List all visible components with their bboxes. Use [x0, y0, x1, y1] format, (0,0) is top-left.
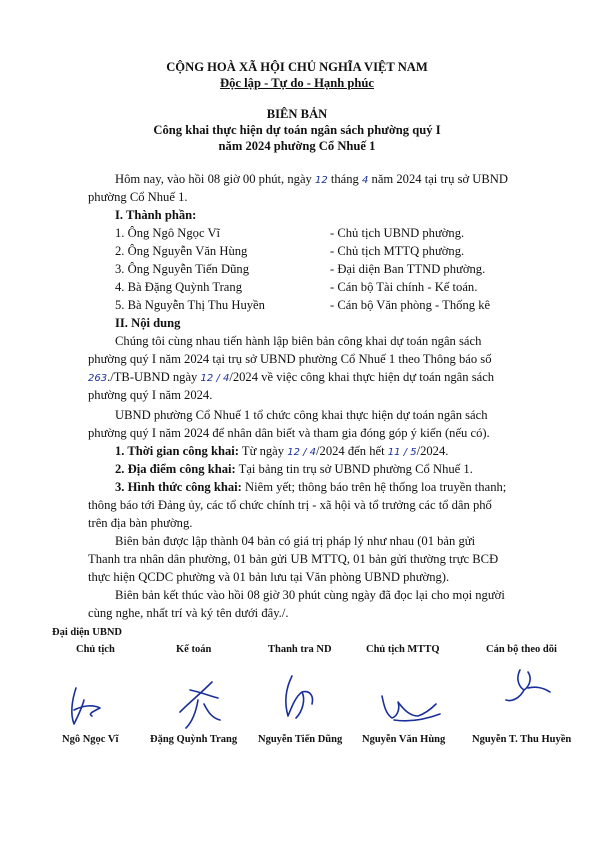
- signer-name: Đặng Quỳnh Trang: [150, 734, 238, 745]
- signature-chu-tich: [62, 680, 132, 730]
- signature-thanh-tra: [268, 670, 328, 730]
- member-name: 2. Ông Nguyễn Văn Hùng: [115, 244, 248, 258]
- signature-mttq: [374, 676, 454, 732]
- form-line1: [115, 478, 506, 496]
- p3-line2: Thanh tra nhân dân phường, 01 bản gửi UB MTTQ, 01 bản gửi thường trực BCĐ: [88, 552, 499, 566]
- place-text: Tại bảng tin trụ sở UBND phường Cổ Nhuế 1.: [238, 462, 473, 476]
- p4-line2: cùng nghe, nhất trí và ký tên dưới đây./.: [88, 606, 289, 620]
- opening-part2: tháng: [330, 172, 359, 186]
- motto-text: Độc lập - Tự do - Hạnh phúc: [220, 76, 374, 90]
- time-label: 1. Thời gian công khai:: [115, 444, 239, 458]
- p3-line1: Biên bản được lập thành 04 bản có giá trị pháp lý như nhau (01 bản gửi: [115, 534, 476, 548]
- time-from: 12 / 4: [287, 447, 317, 458]
- member-name: 3. Ông Nguyễn Tiến Dũng: [115, 262, 249, 276]
- opening-line2: phường Cổ Nhuế 1.: [88, 190, 188, 204]
- member-role: - Cán bộ Văn phòng - Thống kê: [330, 298, 491, 312]
- form-label: 3. Hình thức công khai:: [115, 480, 242, 494]
- doc-title-line2: năm 2024 phường Cổ Nhuế 1: [218, 139, 376, 153]
- signature-can-bo: [500, 664, 560, 708]
- place-line: [115, 460, 473, 478]
- signature-ke-toan: [160, 672, 240, 732]
- member-role: - Cán bộ Tài chính - Kế toán.: [330, 280, 478, 294]
- time-line: [115, 442, 448, 462]
- time-a: Từ ngày: [241, 444, 285, 458]
- p1-l3b: /2024 về việc công khai thực hiện dự toán ngân sách: [229, 370, 495, 384]
- opening-part1: Hôm nay, vào hồi 08 giờ 00 phút, ngày: [115, 172, 312, 186]
- member-role: - Chủ tịch UBND phường.: [330, 226, 465, 240]
- opening-month: 4: [362, 175, 369, 186]
- opening-line1: [115, 170, 508, 190]
- member-role: - Chủ tịch MTTQ phường.: [330, 244, 465, 258]
- p4-line1: Biên bản kết thúc vào hồi 08 giờ 30 phút cùng ngày đã đọc lại cho mọi người: [115, 588, 505, 602]
- form-line3: trên địa bàn phường.: [88, 516, 193, 530]
- doc-title-line1: Công khai thực hiện dự toán ngân sách phường quý I: [153, 123, 441, 137]
- motto: [0, 76, 594, 91]
- form-l1: Niêm yết; thông báo trên hệ thống loa truyền thanh;: [245, 480, 507, 494]
- opening-day: 12: [314, 175, 328, 186]
- p2-line1: UBND phường Cổ Nhuế 1 tổ chức công khai thực hiện dự toán ngân sách: [115, 408, 488, 422]
- member-name: 1. Ông Ngô Ngọc Vĩ: [115, 226, 221, 240]
- notice-date: 12 / 4: [200, 373, 230, 384]
- signer-name: Nguyễn Tiến Dũng: [258, 734, 343, 745]
- p2-line2: phường quý I năm 2024 để nhân dân biết và tham gia đóng góp ý kiến (nếu có).: [88, 426, 490, 440]
- time-to: 11 / 5: [387, 447, 417, 458]
- section2-heading: II. Nội dung: [115, 316, 181, 330]
- p1-line1: Chúng tôi cùng nhau tiến hành lập biên bản công khai dự toán ngân sách: [115, 334, 482, 348]
- opening-part3: năm 2024 tại trụ sở UBND: [371, 172, 508, 186]
- signer-title: Chủ tịch: [76, 644, 115, 655]
- member-name: 5. Bà Nguyễn Thị Thu Huyền: [115, 298, 265, 312]
- time-b: /2024 đến hết: [316, 444, 385, 458]
- section1-heading: I. Thành phần:: [115, 208, 197, 222]
- ubnd-representative: Đại diện UBND: [52, 627, 123, 638]
- member-role: - Đại diện Ban TTND phường.: [330, 262, 486, 276]
- p1-line2: phường quý I năm 2024 tại trụ sở UBND phường Cổ Nhuế 1 theo Thông báo số: [88, 352, 492, 366]
- nation-heading: CỘNG HOÀ XÃ HỘI CHỦ NGHĨA VIỆT NAM: [166, 60, 428, 74]
- p1-l3a: ./TB-UBND ngày: [107, 370, 198, 384]
- p3-line3: thực hiện QCDC phường và 01 bản lưu tại Văn phòng UBND phường).: [88, 570, 450, 584]
- place-label: 2. Địa điểm công khai:: [115, 462, 236, 476]
- signer-title: Kế toán: [176, 644, 212, 655]
- signer-name: Ngô Ngọc Vĩ: [62, 734, 119, 745]
- signer-title: Cán bộ theo dõi: [486, 644, 557, 655]
- signer-name: Nguyễn Văn Hùng: [362, 734, 446, 745]
- form-line2: thông báo tới Đảng ủy, các tổ chức chính trị - xã hội và tổ trưởng các tổ dân phố: [88, 498, 492, 512]
- signer-title: Thanh tra ND: [268, 644, 332, 655]
- doc-type: BIÊN BẢN: [266, 107, 328, 121]
- signer-title: Chủ tịch MTTQ: [366, 644, 440, 655]
- notice-number: 263: [88, 373, 108, 384]
- time-c: /2024.: [416, 444, 449, 458]
- p1-line3: [88, 368, 494, 388]
- signer-name: Nguyễn T. Thu Huyền: [472, 734, 572, 745]
- member-name: 4. Bà Đặng Quỳnh Trang: [115, 280, 242, 294]
- p1-line4: phường quý I năm 2024.: [88, 388, 213, 402]
